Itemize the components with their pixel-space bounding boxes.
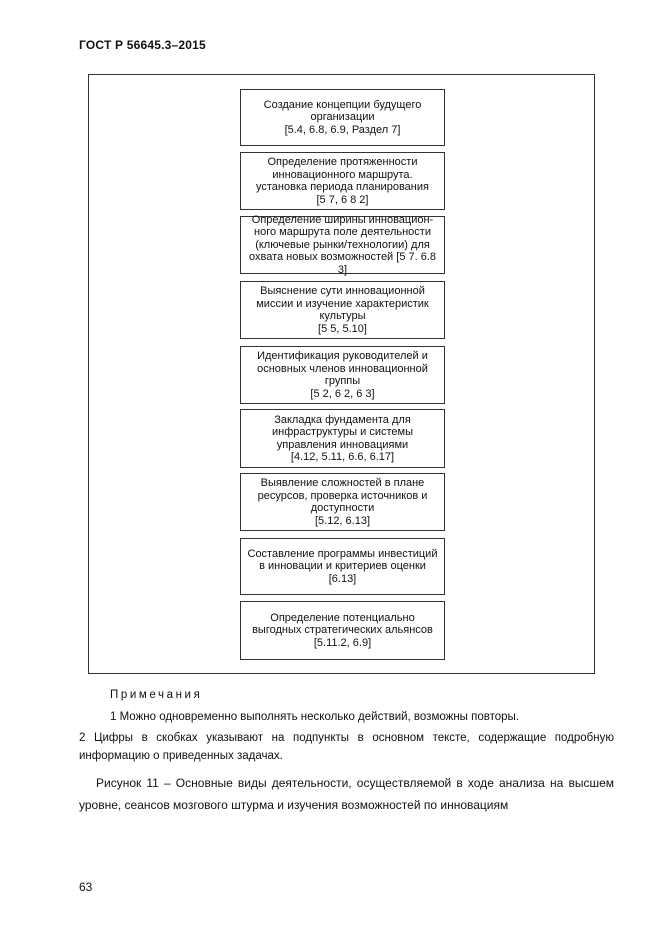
flow-step-investment: Составление программы инвестиций в инновации и критериев оценки [6.13] (240, 538, 445, 595)
flow-step-resources: Выявление сложностей в плане ресурсов, проверка источников и доступности [5.12, 6.13] (240, 473, 445, 531)
figure-caption: Рисунок 11 – Основные виды деятельности, осуществляемой в ходе анализа на высшем уровне, сеансов мозгового штурма и изучения возможностей по инновациям (79, 776, 614, 812)
flow-step-mission: Выяснение сути инновационной миссии и изучение характеристик культуры [5 5, 5.10] (240, 281, 445, 339)
notes-title: Примечания (110, 689, 203, 701)
flow-step-leaders: Идентификация руководителей и основных членов инновационной группы [5 2, 6 2, 6 3] (240, 346, 445, 404)
flow-step-route-length: Определение протяженности инновационного маршрута. установка периода планирования [5 7, 6 8 2] (240, 152, 445, 210)
flow-step-alliances: Определение потенциально выгодных стратегических альянсов [5.11.2, 6.9] (240, 601, 445, 660)
flow-step-infrastructure: Закладка фундамента для инфраструктуры и системы управления инновациями [4.12, 5.11, 6.6, 6.17] (240, 409, 445, 468)
flow-step-route-width: Определение ширины инновацион- ного маршрута поле деятельности (ключевые рынки/технологии) для охвата новых возможностей [5 7. 6.8 3] (240, 216, 445, 274)
note-item-2: 2 Цифры в скобках указывают на подпункты в основном тексте, содержащие подробную информацию о приведенных задачах. (79, 732, 614, 762)
page-number: 63 (79, 880, 93, 894)
note-item-1: 1 Можно одновременно выполнять несколько действий, возможны повторы. (110, 711, 519, 723)
flow-step-concept: Создание концепции будущего организации [5.4, 6.8, 6.9, Раздел 7] (240, 89, 445, 146)
document-header: ГОСТ Р 56645.3–2015 (79, 38, 206, 52)
